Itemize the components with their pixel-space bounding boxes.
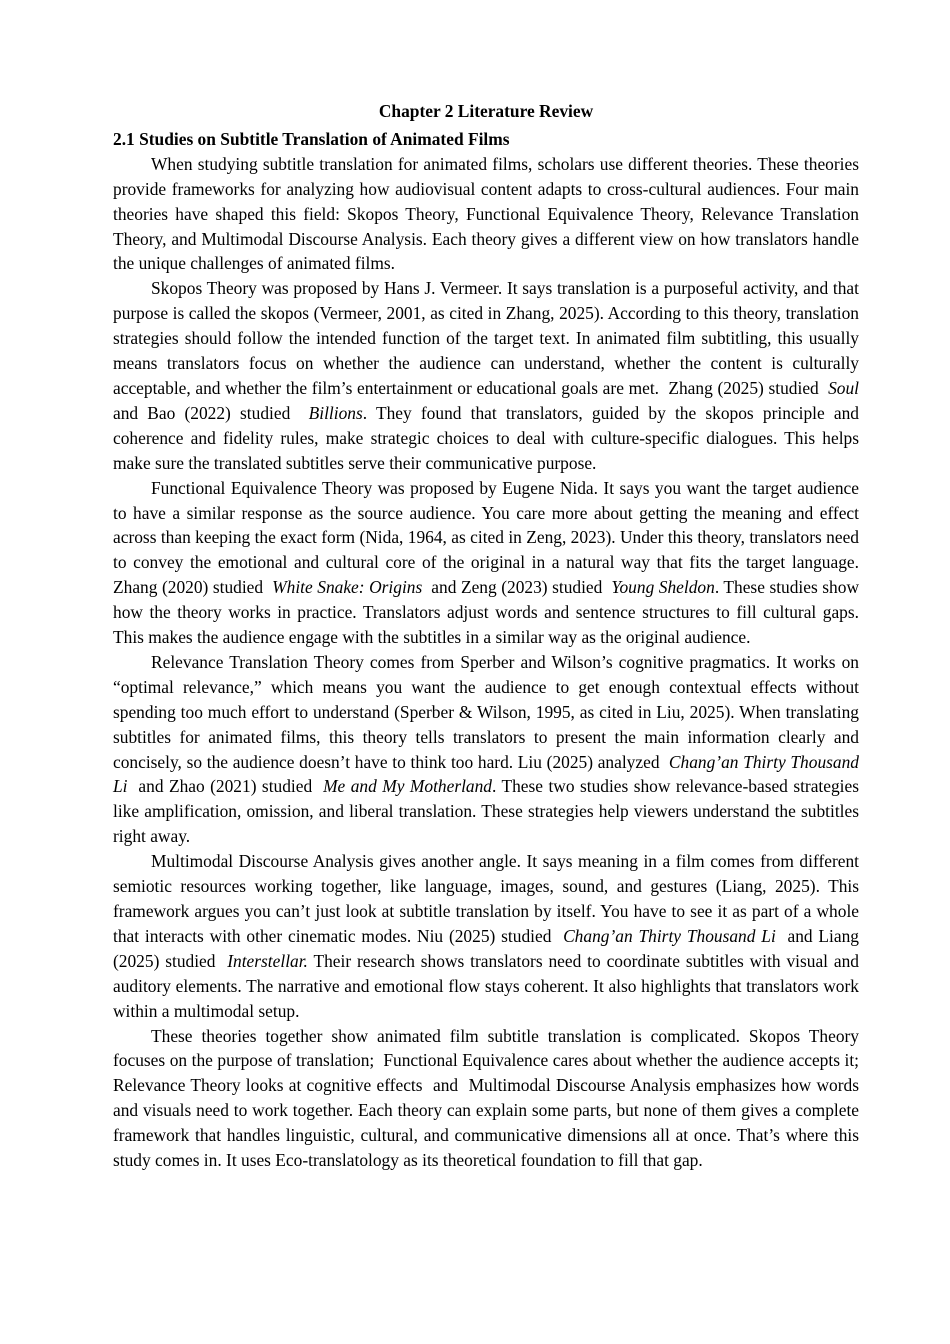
chapter-title: Chapter 2 Literature Review (378, 101, 594, 121)
paragraph-text: and Zeng (2023) studied (422, 577, 612, 598)
italic-title: Soul (828, 377, 859, 398)
body-paragraph (113, 650, 864, 849)
paragraph-text: and Bao (2022) studied (113, 377, 868, 423)
paragraph-text: and Zhao (2021) studied (127, 776, 324, 797)
body-paragraph (113, 276, 868, 475)
italic-title: Billions (308, 402, 363, 423)
section-heading: 2.1 Studies on Subtitle Translation of Animated Films (113, 128, 510, 149)
body-paragraph (113, 476, 864, 650)
paragraph-text: Relevance Translation Theory comes from Sperber and Wilson’s cognitive pragmatics. It works on “optimal relevance,” which means you want the audience to get enough contextual effects without spending too much effort to understand (Sperber & Wilson, 1995, as cited in Liu, 2025). When translating subtitles for animated films, this theory tells translators to present the main information clearly and concisely, so the audience doesn’t have to think too hard. Liu (2025) analyzed (113, 651, 864, 772)
body-paragraph (113, 1024, 868, 1173)
body-paragraph (113, 152, 864, 277)
paragraph-text: Skopos Theory was proposed by Hans J. Vermeer. It says translation is a purposeful activity, and that purpose is called the skopos (Vermeer, 2001, as cited in Zhang, 2025). According to this theory, translation strategies should follow the intended function of the target text. In animated film subtitling, this usually means translators focus on whether the audience can understand, whether the content is culturally acceptable, and whether the film’s entertainment or educational goals are met. Zhang (2025) studied (113, 278, 864, 398)
paragraph-text: Functional Equivalence Theory was proposed by Eugene Nida. It says you want the target audience to have a similar response as the source audience. You care more about getting the meaning and effect across than keeping the exact form (Nida, 1964, as cited in Zeng, 2023). Under this theory, translators need to convey the emotional and cultural core of the original in a natural way that fits the target language. Zhang (2020) studied (113, 477, 864, 598)
paragraph-text: . These studies show how the theory works in practice. Translators adjust words and sentence structures to fill cultural gaps. This makes the audience engage with the subtitles in a similar way as the original audience. (113, 577, 864, 648)
body-text (113, 152, 868, 1173)
paragraph-text: . These two studies show relevance-based strategies like amplification, omission, and liberal translation. These strategies help viewers understand the subtitles right away. (113, 776, 864, 847)
italic-title: Interstellar. (227, 950, 308, 971)
paragraph-text: These theories together show animated film subtitle translation is complicated. Skopos Theory focuses on the purpose of translation; Functional Equivalence cares about whether the audience accepts it; Relevance Theory looks at cognitive effects and Multimodal Discourse Analysis emphasizes how words and visuals need to work together. Each theory can explain some parts, but none of them gives a complete framework that handles linguistic, cultural, and communicative dimensions all at once. That’s where this study comes in. It uses Eco-translatology as its theoretical foundation to fill that gap. (113, 1025, 868, 1171)
paragraph-text: Multimodal Discourse Analysis gives another angle. It says meaning in a film comes from different semiotic resources working together, like language, images, sound, and gestures (Liang, 2025). This framework argues you can’t just look at subtitle translation by itself. You have to see it as part of a whole that interacts with other cinematic modes. Niu (2025) studied (113, 851, 864, 946)
document-page (113, 99, 868, 1173)
italic-title: Chang’an Thirty Thousand Li (563, 925, 776, 946)
paragraph-text: and Liang (2025) studied (113, 925, 864, 971)
italic-title: Young Sheldon (611, 577, 715, 598)
paragraph-text: When studying subtitle translation for animated films, scholars use different theories. These theories provide frameworks for analyzing how audiovisual content adapts to cross-cultural audiences. Four main theories have shaped this field: Skopos Theory, Functional Equivalence Theory, Relevance Translation Theory, and Multimodal Discourse Analysis. Each theory gives a different view on how translators handle the unique challenges of animated films. (113, 153, 864, 274)
paragraph-text: . They found that translators, guided by the skopos principle and coherence and fidelity rules, make strategic choices to deal with culture-specific dialogues. This helps make sure the translated subtitles serve their communicative purpose. (113, 402, 864, 473)
paragraph-text: Their research shows translators need to coordinate subtitles with visual and auditory elements. The narrative and emotional flow stays coherent. It also highlights that translators work within a multimodal setup. (113, 950, 864, 1021)
italic-title: Me and My Motherland (323, 776, 492, 797)
italic-title: White Snake: Origins (272, 577, 423, 598)
body-paragraph (113, 849, 864, 1023)
italic-title: Chang’an Thirty Thousand Li (113, 751, 864, 797)
